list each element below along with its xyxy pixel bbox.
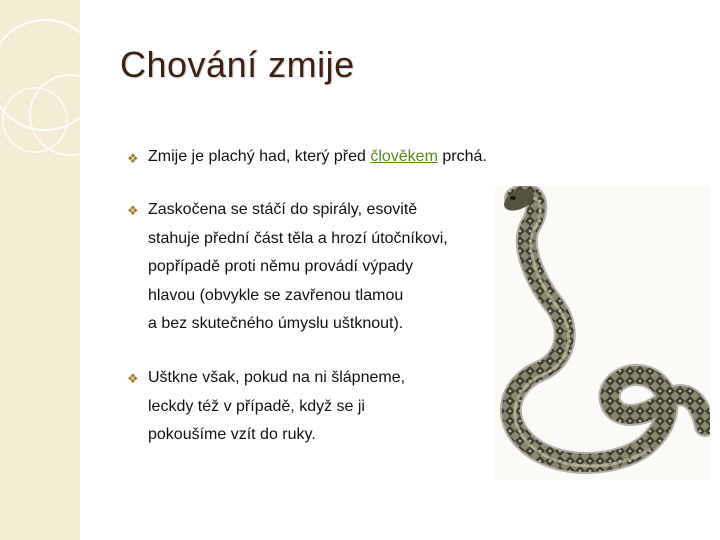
bullet-2-line-4: hlavou (obvykle se zavřenou tlamou (148, 286, 404, 304)
bullet-2-line-3: popřípadě proti němu provádí výpady (148, 258, 414, 275)
bullet-3-line-3: pokoušíme vzít do ruky. (148, 426, 316, 443)
bullet-icon: ❖ (127, 151, 139, 166)
viper-image (495, 186, 710, 480)
bullet-1-text-pre: Zmije je plachý had, který před (148, 148, 371, 165)
bullet-2-line-5: a bez skutečného úmyslu uštknout). (148, 315, 404, 332)
bullet-paragraph-2 (148, 196, 448, 339)
bullet-2-line-1: Zaskočena se stáčí do spirály, esovitě (148, 201, 418, 218)
bullet-paragraph-1 (148, 143, 487, 172)
bullet-3-line-1: Uštkne však, pokud na ni šlápneme, (148, 369, 406, 386)
bullet-3-line-2: leckdy též v případě, když se ji (148, 397, 365, 415)
link-clovekem[interactable]: člověkem (370, 148, 438, 165)
bullet-1-text-post: prchá. (437, 148, 487, 165)
viper-illustration (495, 186, 710, 480)
bullet-icon: ❖ (127, 371, 139, 386)
bullet-icon: ❖ (127, 203, 139, 218)
bullet-paragraph-3 (148, 364, 405, 450)
slide-title: Chování zmije (120, 44, 355, 85)
bullet-2-line-2: stahuje přední část těla a hrozí útočníkovi, (148, 229, 448, 247)
